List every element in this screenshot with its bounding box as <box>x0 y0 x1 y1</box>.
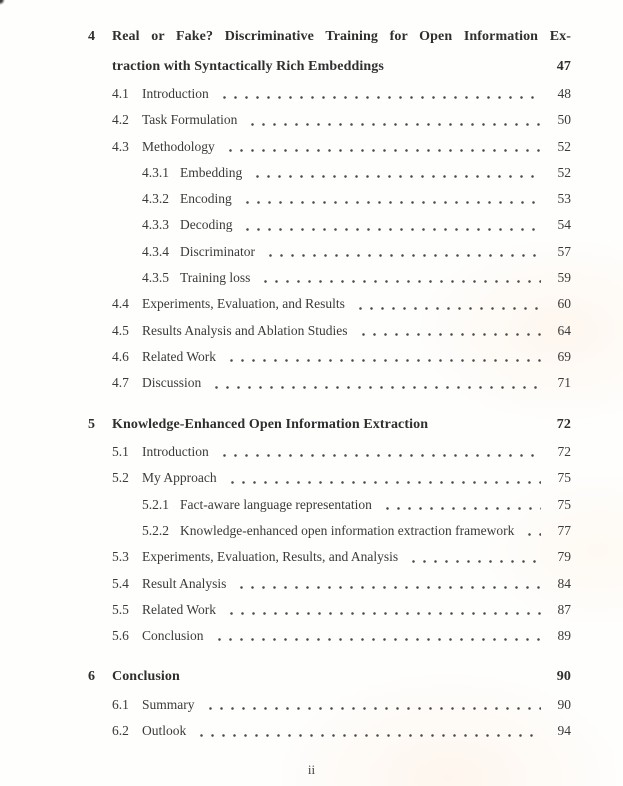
entry-title: Results Analysis and Ablation Studies <box>142 322 348 338</box>
entry-title: Introduction <box>142 444 209 460</box>
dot-leader <box>261 239 541 265</box>
chapter-page: 72 <box>556 416 571 432</box>
entry-number: 4.2 <box>112 112 129 128</box>
toc-entry-5-3[interactable] <box>88 544 571 570</box>
entry-number: 4.7 <box>112 375 129 391</box>
entry-title: Experiments, Evaluation, Results, and Analysis <box>142 549 399 565</box>
entry-number: 4.6 <box>112 348 129 364</box>
entry-number: 4.3.5 <box>142 270 169 286</box>
entry-number: 6.1 <box>112 696 129 712</box>
entry-page: 90 <box>557 696 571 712</box>
toc-chapter-entry[interactable] <box>88 22 571 52</box>
chapter-page: 90 <box>556 669 571 685</box>
entry-title: Related Work <box>142 601 217 617</box>
dot-leader <box>232 571 541 597</box>
entry-page: 54 <box>557 217 571 233</box>
chapter-title-line1: Real or Fake? Discriminative Training for Open Information Ex- <box>112 29 571 44</box>
entry-page: 79 <box>557 549 571 565</box>
entry-page: 72 <box>557 444 571 460</box>
dot-leader <box>243 107 541 133</box>
dot-leader <box>404 544 541 570</box>
dot-leader <box>192 718 541 744</box>
chapter-page: 47 <box>556 58 571 74</box>
entry-page: 64 <box>557 322 571 338</box>
toc-entry-5-2-2[interactable] <box>88 518 571 544</box>
toc-entry-4-5[interactable] <box>88 318 571 344</box>
entry-number: 5.2.1 <box>142 496 169 512</box>
entry-title: Conclusion <box>142 628 204 644</box>
entry-page: 57 <box>557 243 571 259</box>
toc-entry-5-4[interactable] <box>88 571 571 597</box>
toc-entry-4-7[interactable] <box>88 370 571 396</box>
scan-corner-artifact <box>0 0 7 5</box>
toc-entry-5-1[interactable] <box>88 439 571 465</box>
toc-entry-4-3-5[interactable] <box>88 265 571 291</box>
entry-page: 94 <box>557 723 571 739</box>
entry-page: 84 <box>557 575 571 591</box>
entry-number: 4.5 <box>112 322 129 338</box>
chapter-number: 6 <box>88 669 96 685</box>
toc-entry-6-1[interactable] <box>88 692 571 718</box>
dot-leader <box>354 318 541 344</box>
dot-leader <box>378 492 541 518</box>
entry-title: Training loss <box>180 270 251 286</box>
entry-number: 5.6 <box>112 628 129 644</box>
toc-chapter-6 <box>88 662 571 744</box>
dot-leader <box>520 518 541 544</box>
entry-number: 4.3.2 <box>142 191 169 207</box>
dot-leader <box>223 465 541 491</box>
dot-leader <box>215 439 541 465</box>
entry-title: Discussion <box>142 375 202 391</box>
dot-leader <box>248 160 541 186</box>
dot-leader <box>351 291 541 317</box>
entry-number: 4.3.4 <box>142 243 169 259</box>
entry-title: Decoding <box>180 217 233 233</box>
entry-number: 5.1 <box>112 444 129 460</box>
toc-entry-4-3-3[interactable] <box>88 212 571 238</box>
dot-leader <box>222 344 541 370</box>
entry-title: My Approach <box>142 470 217 486</box>
toc-chapter-4 <box>88 22 571 397</box>
toc-entry-5-2[interactable] <box>88 465 571 491</box>
toc-entry-4-3-1[interactable] <box>88 160 571 186</box>
entry-title: Encoding <box>180 191 232 207</box>
chapter-title-line2: traction with Syntactically Rich Embeddings <box>112 58 384 74</box>
toc-entry-5-5[interactable] <box>88 597 571 623</box>
entry-title: Embedding <box>180 164 243 180</box>
dot-leader <box>221 134 541 160</box>
dot-leader <box>238 186 541 212</box>
entry-number: 5.2 <box>112 470 129 486</box>
entry-number: 5.2.2 <box>142 522 169 538</box>
dot-leader <box>238 212 541 238</box>
dot-leader <box>215 81 541 107</box>
toc-chapter-entry[interactable] <box>88 410 571 440</box>
entry-number: 4.3.3 <box>142 217 169 233</box>
entry-number: 6.2 <box>112 723 129 739</box>
dot-leader <box>207 370 541 396</box>
entry-number: 5.4 <box>112 575 129 591</box>
entry-number: 4.4 <box>112 296 129 312</box>
entry-number: 4.3.1 <box>142 164 169 180</box>
dot-leader <box>256 265 541 291</box>
dot-leader <box>210 623 541 649</box>
entry-page: 59 <box>557 270 571 286</box>
entry-page: 71 <box>557 375 571 391</box>
entry-page: 69 <box>557 348 571 364</box>
entry-page: 52 <box>557 164 571 180</box>
entry-title: Summary <box>142 696 195 712</box>
toc-entry-4-1[interactable] <box>88 81 571 107</box>
entry-page: 75 <box>557 470 571 486</box>
toc-chapter-5 <box>88 410 571 650</box>
toc-entry-4-2[interactable] <box>88 107 571 133</box>
chapter-number: 5 <box>88 416 96 432</box>
toc-entry-5-6[interactable] <box>88 623 571 649</box>
entry-title: Fact-aware language representation <box>180 496 372 512</box>
toc-entry-4-4[interactable] <box>88 291 571 317</box>
entry-page: 77 <box>557 522 571 538</box>
entry-page: 53 <box>557 191 571 207</box>
footer-page-number: ii <box>307 762 316 777</box>
entry-number: 4.1 <box>112 86 129 101</box>
entry-page: 48 <box>557 86 571 101</box>
dot-leader <box>201 692 542 718</box>
toc-entry-4-3-2[interactable] <box>88 186 571 212</box>
toc-entry-4-3-4[interactable] <box>88 239 571 265</box>
entry-page: 52 <box>557 138 571 154</box>
toc-entry-5-2-1[interactable] <box>88 492 571 518</box>
entry-title: Outlook <box>142 723 187 739</box>
entry-page: 50 <box>557 112 571 128</box>
entry-number: 5.5 <box>112 601 129 617</box>
toc-entry-4-3[interactable] <box>88 134 571 160</box>
toc-chapter-entry[interactable] <box>88 662 571 692</box>
entry-title: Introduction <box>142 86 209 101</box>
chapter-number: 4 <box>88 29 96 44</box>
entry-title: Knowledge-enhanced open information extraction framework <box>180 522 515 538</box>
entry-page: 89 <box>557 628 571 644</box>
toc-entry-6-2[interactable] <box>88 718 571 744</box>
chapter-title: Conclusion <box>112 669 180 685</box>
chapter-title: Knowledge-Enhanced Open Information Extraction <box>112 416 429 432</box>
entry-title: Result Analysis <box>142 575 227 591</box>
entry-page: 87 <box>557 601 571 617</box>
entry-page: 75 <box>557 496 571 512</box>
dot-leader <box>222 597 541 623</box>
entry-title: Methodology <box>142 138 215 154</box>
entry-number: 5.3 <box>112 549 129 565</box>
entry-title: Task Formulation <box>142 112 238 128</box>
entry-title: Related Work <box>142 348 217 364</box>
entry-title: Experiments, Evaluation, and Results <box>142 296 345 312</box>
entry-number: 4.3 <box>112 138 129 154</box>
toc-entry-4-6[interactable] <box>88 344 571 370</box>
entry-title: Discriminator <box>180 243 255 259</box>
entry-page: 60 <box>557 296 571 312</box>
toc-chapter-entry-line2[interactable] <box>88 52 571 82</box>
